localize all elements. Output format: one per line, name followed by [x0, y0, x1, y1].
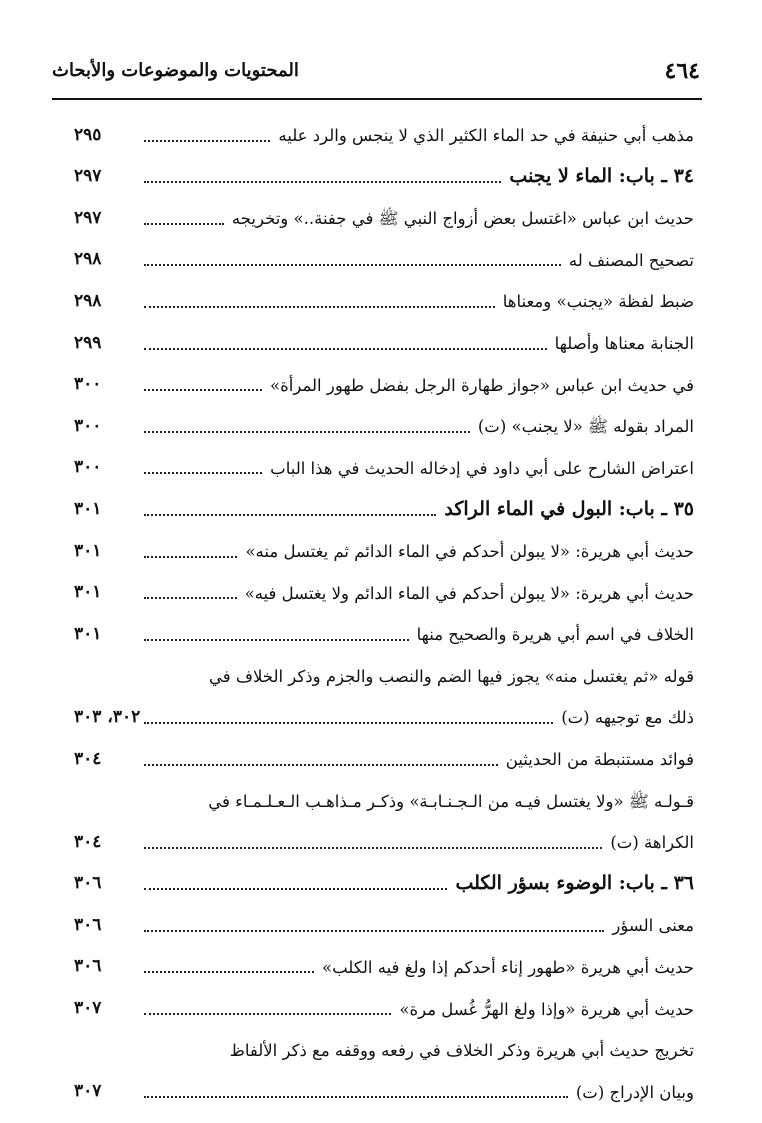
toc-entry: [74, 944, 694, 986]
toc-page-number: ٣٠٦: [74, 914, 102, 935]
dot-leader: [144, 764, 498, 766]
toc-entry: [74, 403, 694, 445]
dot-leader: [144, 140, 270, 142]
toc-entry-text: قـولـه ﷺ «ولا يغتسل فيـه من الـجـنـابـة» وذكـر مـذاهـب الـعـلـمـاء في: [208, 791, 694, 811]
header-rule: [52, 98, 702, 100]
toc-entry: [74, 445, 694, 487]
toc-entry-text: حديث أبي هريرة «وإذا ولغ الهرُّ غُسل مرة»: [399, 999, 694, 1019]
toc-entry: [74, 736, 694, 778]
dot-leader: [144, 930, 604, 932]
toc-entry-text: مذهب أبي حنيفة في حد الماء الكثير الذي لا ينجس والرد عليه: [278, 126, 694, 146]
toc-entry-text-continued: الكراهة (ت): [610, 833, 694, 853]
toc-entry: [74, 154, 694, 196]
toc-entry: [74, 528, 694, 570]
toc-entry-text: الخلاف في اسم أبي هريرة والصحيح منها: [416, 625, 694, 645]
toc-entry-text: قوله «ثم يغتسل منه» يجوز فيها الضم والنصب والجزم وذكر الخلاف في: [208, 666, 694, 686]
toc-entry-text: حديث أبي هريرة: «لا يبولن أحدكم في الماء الدائم ولا يغتسل فيه»: [244, 583, 694, 603]
toc-entry-text: معنى السؤر: [612, 916, 694, 936]
toc-entry: [74, 778, 694, 861]
dot-leader: [144, 597, 237, 599]
toc-entry-text: حديث أبي هريرة «طهور إناء أحدكم إذا ولغ فيه الكلب»: [322, 957, 694, 977]
dot-leader: [144, 264, 561, 266]
dot-leader: [144, 888, 447, 890]
chapter-heading: ٣٦ ـ باب: الوضوء بسؤر الكلب: [455, 872, 694, 895]
page-number: ٤٦٤: [664, 58, 700, 84]
toc-page-number: ٣٠٠: [74, 415, 102, 436]
dot-leader: [144, 223, 224, 225]
dot-leader: [144, 1096, 568, 1098]
toc-page-number: ٣٠٤: [74, 748, 102, 769]
toc-entry: [74, 112, 694, 154]
toc-entry: [74, 278, 694, 320]
dot-leader: [144, 556, 237, 558]
dot-leader: [144, 971, 314, 973]
chapter-heading: ٣٤ ـ باب: الماء لا يجنب: [509, 165, 694, 188]
toc-page-number: ٣٠١: [74, 623, 102, 644]
dot-leader: [144, 639, 409, 641]
dot-leader: [144, 472, 262, 474]
toc-page-number: ٣٠١: [74, 582, 102, 603]
dot-leader: [144, 306, 495, 308]
toc-page-number: ٣٠٦: [74, 956, 102, 977]
dot-leader: [144, 348, 547, 350]
toc-entry-text: ضبط لفظة «يجنب» ومعناها: [502, 292, 694, 312]
dot-leader: [144, 1013, 391, 1015]
dot-leader: [144, 389, 262, 391]
toc-entry: [74, 362, 694, 404]
toc-entry: [74, 1027, 694, 1110]
toc-entry-text: تصحيح المصنف له: [568, 250, 694, 270]
dot-leader: [144, 722, 553, 724]
toc-page-number: ٣٠٤: [74, 831, 102, 852]
toc-entry-text: اعتراض الشارح على أبي داود في إدخاله الحديث في هذا الباب: [270, 458, 694, 478]
toc-page-number: ٢٩٧: [74, 166, 102, 187]
toc-page-number: ٣٠٦: [74, 873, 102, 894]
page-header: [52, 58, 700, 90]
toc-entry-text: حديث أبي هريرة: «لا يبولن أحدكم في الماء الدائم ثم يغتسل منه»: [245, 542, 694, 562]
toc-entry-text: المراد بقوله ﷺ «لا يجنب» (ت): [477, 417, 694, 437]
toc-entry: [74, 902, 694, 944]
toc-entry: [74, 611, 694, 653]
table-of-contents: [74, 112, 694, 1110]
dot-leader: [144, 847, 602, 849]
dot-leader: [144, 181, 501, 183]
toc-entry: [74, 195, 694, 237]
toc-page-number: ٢٩٩: [74, 332, 102, 353]
toc-page-number: ٣٠٠: [74, 457, 102, 478]
toc-entry: [74, 570, 694, 612]
running-title: المحتويات والموضوعات والأبحاث: [52, 60, 299, 81]
toc-page-number: ٢٩٨: [74, 249, 102, 270]
toc-page-number: ٣٠١: [74, 498, 102, 519]
toc-entry: [74, 237, 694, 279]
toc-entry-text: الجنابة معناها وأصلها: [554, 334, 694, 354]
toc-page-number: ٢٩٧: [74, 207, 102, 228]
toc-entry-text-continued: وبيان الإدراج (ت): [575, 1082, 694, 1102]
toc-entry: [74, 486, 694, 528]
toc-page-number: ٣٠٢، ٣٠٣: [74, 706, 141, 727]
toc-entry-text-continued: ذلك مع توجيهه (ت): [561, 708, 694, 728]
toc-page-number: ٢٩٥: [74, 124, 102, 145]
toc-page-number: ٣٠٧: [74, 1081, 102, 1102]
toc-page-number: ٣٠١: [74, 540, 102, 561]
toc-entry: [74, 653, 694, 736]
toc-page-number: ٣٠٠: [74, 374, 102, 395]
toc-entry: [74, 861, 694, 903]
toc-entry-text: فوائد مستنبطة من الحديثين: [505, 750, 694, 769]
toc-page-number: ٢٩٨: [74, 290, 102, 311]
toc-entry-text: تخريج حديث أبي هريرة وذكر الخلاف في رفعه ووقفه مع ذكر الألفاظ: [229, 1041, 694, 1061]
toc-page-number: ٣٠٧: [74, 998, 102, 1019]
dot-leader: [144, 514, 436, 516]
toc-entry-text: في حديث ابن عباس «جواز طهارة الرجل بفضل طهور المرأة»: [270, 375, 694, 395]
toc-entry: [74, 985, 694, 1027]
chapter-heading: ٣٥ ـ باب: البول في الماء الراكد: [444, 497, 694, 520]
toc-entry: [74, 320, 694, 362]
dot-leader: [144, 431, 470, 433]
toc-entry-text: حديث ابن عباس «اغتسل بعض أزواج النبي ﷺ في جفنة..» وتخريجه: [231, 209, 694, 229]
